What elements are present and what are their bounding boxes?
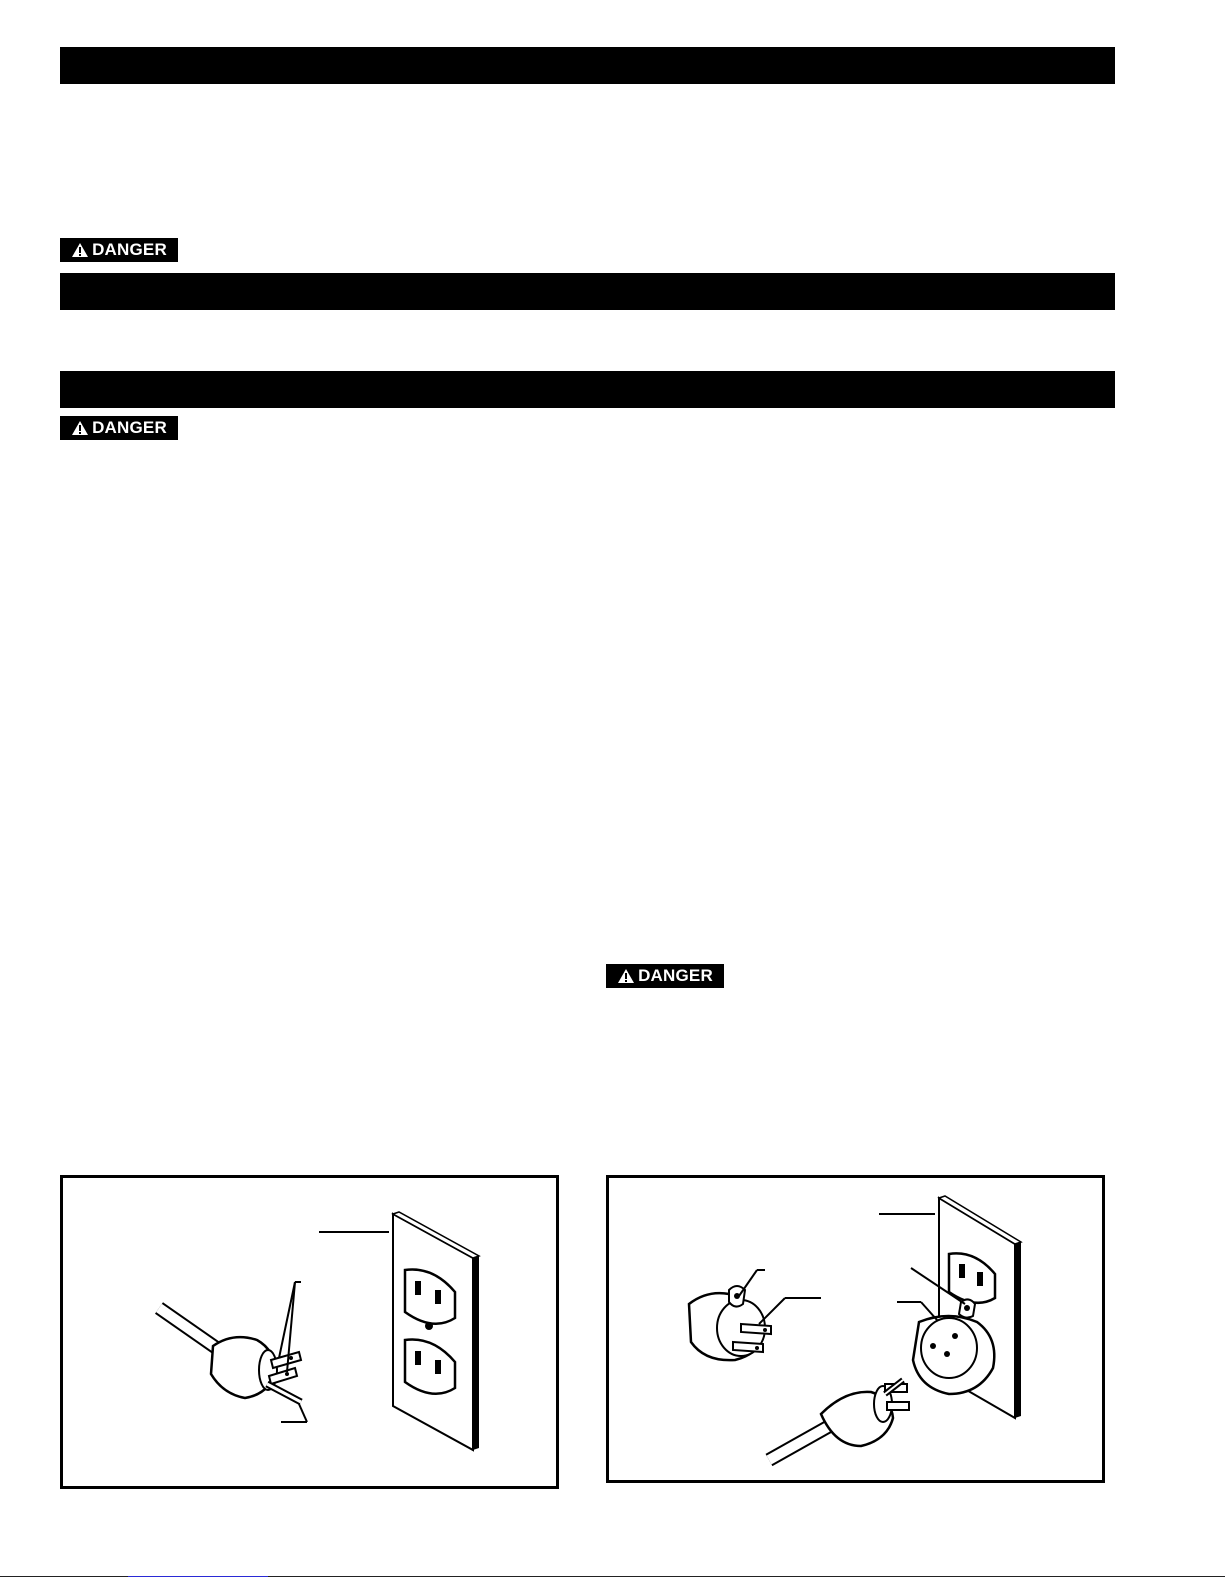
danger-label-2 bbox=[60, 416, 178, 440]
danger-text: DANGER bbox=[638, 966, 713, 985]
section-header-bar-3 bbox=[60, 371, 1115, 408]
section-header-bar-1 bbox=[60, 47, 1115, 84]
warning-triangle-icon bbox=[71, 420, 89, 436]
warning-triangle-icon bbox=[617, 968, 635, 984]
adapter-illustration bbox=[609, 1178, 1102, 1480]
grounded-plug-illustration bbox=[63, 1178, 556, 1486]
figure-grounded-plug bbox=[60, 1175, 559, 1489]
danger-text: DANGER bbox=[92, 240, 167, 259]
section-header-bar-2 bbox=[60, 273, 1115, 310]
figure-grounding-adapter bbox=[606, 1175, 1105, 1483]
danger-text: DANGER bbox=[92, 418, 167, 437]
footer-link-underline[interactable] bbox=[128, 1576, 268, 1577]
danger-label-1 bbox=[60, 238, 178, 262]
danger-label-3 bbox=[606, 964, 724, 988]
warning-triangle-icon bbox=[71, 242, 89, 258]
